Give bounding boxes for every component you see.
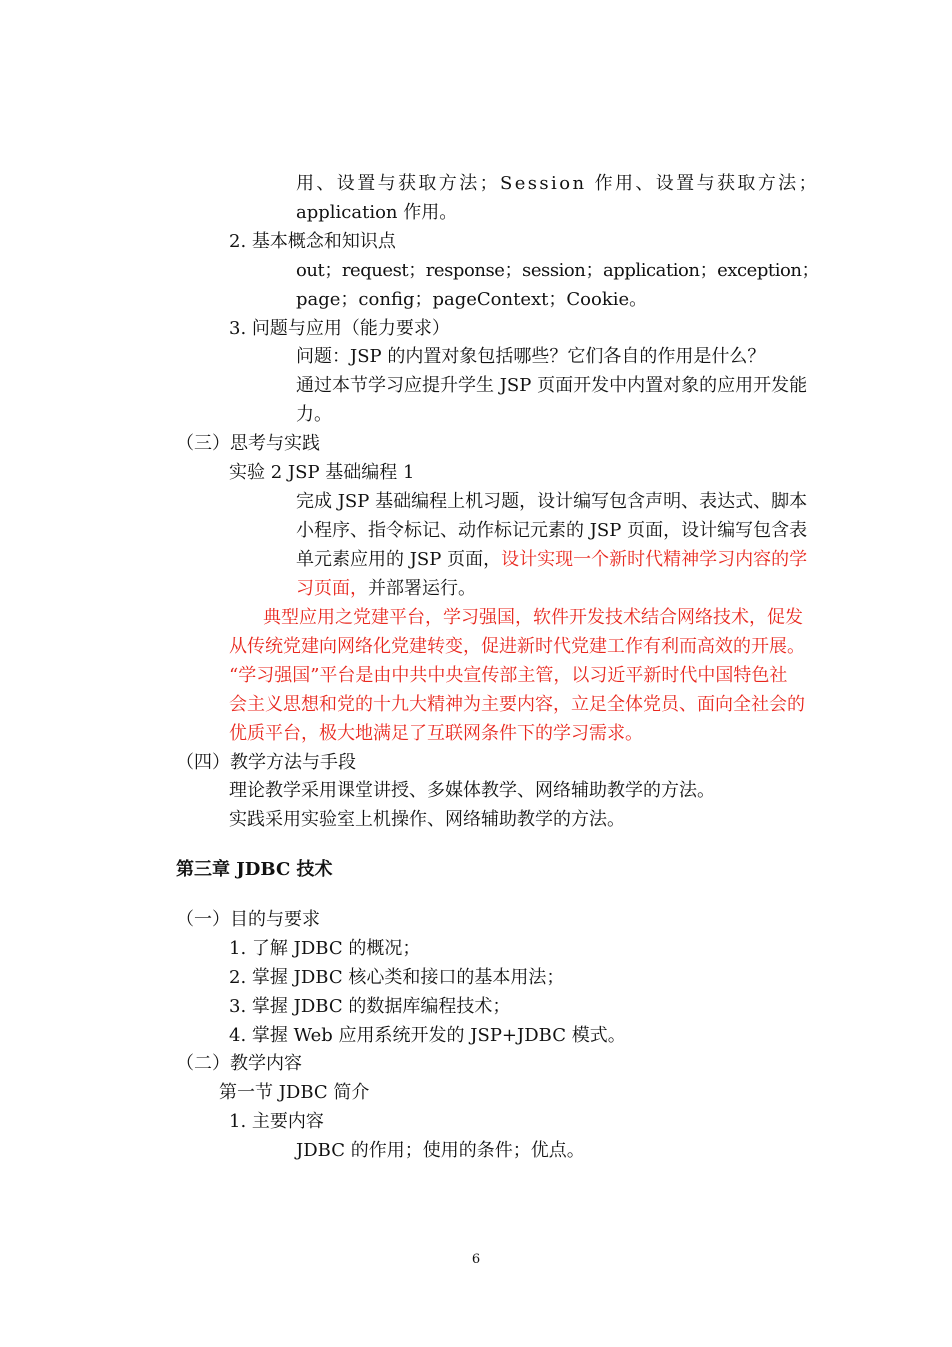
- text-line: 用、设置与获取方法；Session 作用、设置与获取方法；: [296, 173, 819, 194]
- section-heading: （一）目的与要求: [176, 909, 320, 930]
- text-line: 力。: [296, 404, 332, 425]
- text-line: 理论教学采用课堂讲授、多媒体教学、网络辅助教学的方法。: [229, 780, 715, 801]
- experiment-title: 实验 2 JSP 基础编程 1: [229, 462, 415, 483]
- text-line: [296, 577, 476, 601]
- section-heading: （三）思考与实践: [176, 433, 320, 454]
- text-line: 通过本节学习应提升学生 JSP 页面开发中内置对象的应用开发能: [296, 375, 808, 396]
- highlighted-text: 设计实现一个新时代精神学习内容的学: [501, 549, 808, 570]
- chapter-title: 第三章 JDBC 技术: [176, 859, 333, 880]
- section-heading: （四）教学方法与手段: [176, 752, 356, 773]
- section-heading: （二）教学内容: [176, 1053, 302, 1074]
- text-line: [296, 548, 807, 572]
- subsection-title: 第一节 JDBC 简介: [219, 1082, 370, 1103]
- highlighted-paragraph-line: 优质平台，极大地满足了互联网条件下的学习需求。: [229, 723, 643, 744]
- list-item: 2. 掌握 JDBC 核心类和接口的基本用法；: [229, 967, 565, 988]
- page-number: 6: [471, 1252, 481, 1267]
- text-segment: 单元素应用的 JSP 页面，: [296, 549, 502, 570]
- highlighted-text: 习页面，: [296, 578, 368, 599]
- text-line: 问题：JSP 的内置对象包括哪些？它们各自的作用是什么？: [296, 346, 766, 367]
- list-item-heading: 1. 主要内容: [229, 1111, 324, 1132]
- highlighted-paragraph-line: “学习强国”平台是由中共中央宣传部主管，以习近平新时代中国特色社: [229, 665, 788, 686]
- list-item-heading: 3. 问题与应用（能力要求）: [229, 318, 450, 339]
- list-item: 4. 掌握 Web 应用系统开发的 JSP+JDBC 模式。: [229, 1025, 626, 1046]
- highlighted-paragraph-line: 会主义思想和党的十九大精神为主要内容，立足全体党员、面向全社会的: [229, 694, 805, 715]
- list-item: 3. 掌握 JDBC 的数据库编程技术；: [229, 996, 511, 1017]
- text-line: 小程序、指令标记、动作标记元素的 JSP 页面，设计编写包含表: [296, 520, 808, 541]
- text-line: page；config；pageContext；Cookie。: [296, 289, 648, 310]
- list-item-heading: 2. 基本概念和知识点: [229, 231, 396, 252]
- highlighted-paragraph-line: 典型应用之党建平台，学习强国，软件开发技术结合网络技术，促发: [263, 607, 803, 628]
- text-line: JDBC 的作用；使用的条件；优点。: [296, 1140, 585, 1161]
- text-line: 完成 JSP 基础编程上机习题，设计编写包含声明、表达式、脚本: [296, 491, 808, 512]
- text-line: application 作用。: [296, 202, 458, 223]
- text-line: out；request；response；session；application；exception；: [296, 260, 820, 281]
- list-item: 1. 了解 JDBC 的概况；: [229, 938, 421, 959]
- text-line: 实践采用实验室上机操作、网络辅助教学的方法。: [229, 809, 625, 830]
- highlighted-paragraph-line: 从传统党建向网络化党建转变，促进新时代党建工作有利而高效的开展。: [229, 636, 805, 657]
- text-segment: 并部署运行。: [368, 578, 476, 599]
